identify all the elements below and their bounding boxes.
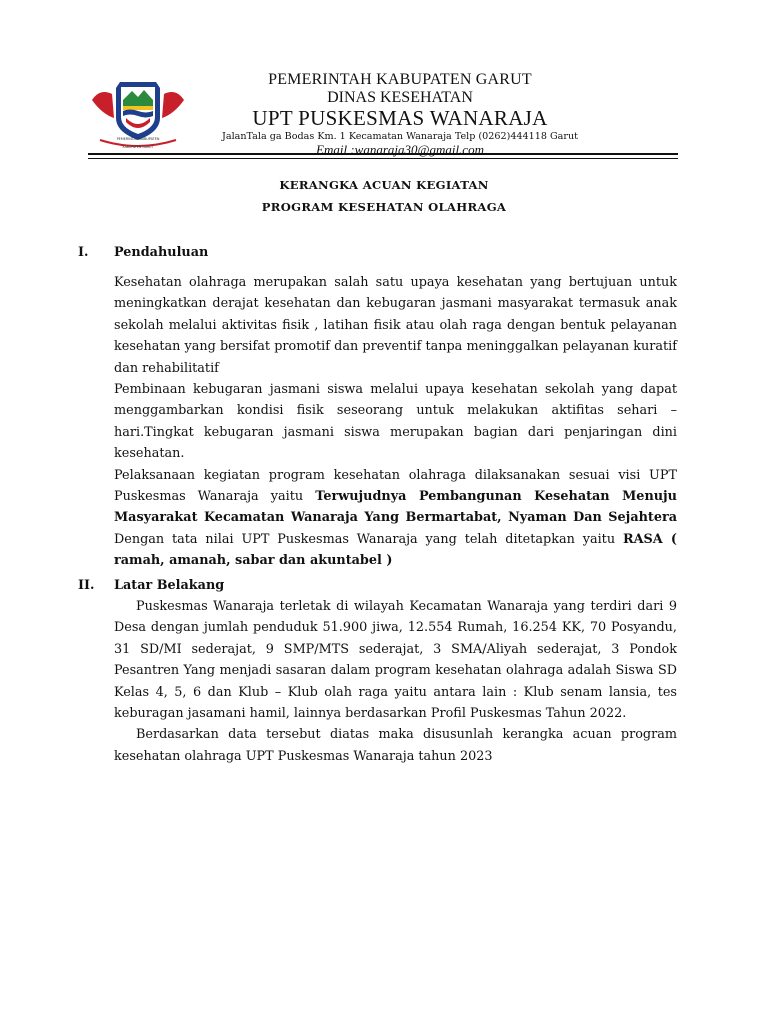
section-2-body bbox=[114, 596, 677, 767]
core-values: RASA ( ramah, amanah, sabar dan akuntabel ) bbox=[114, 531, 677, 569]
section-1-paragraph: Pembinaan kebugaran jasmani siswa melalui upaya kesehatan sekolah yang dapat menggambarkan kondisi fisik seseorang untuk melakukan aktifitas sehari – hari.Tingkat kebugaran jasmani siswa merupakan bagian dari penjaringan dini kesehatan. bbox=[114, 382, 677, 462]
section-1-title: Pendahuluan bbox=[114, 245, 209, 260]
section-1-paragraph: Pelaksanaan kegiatan program kesehatan olahraga dilaksanakan sesuai visi UPT Puskesmas Wanaraja yaitu Terwujudnya Pembangunan Kesehatan Menuju Masyarakat Kecamatan Wanaraja Yang Bermartabat, Nyaman Dan Sejahtera Dengan tata nilai UPT Puskesmas Wanaraja yang telah ditetapkan yaitu RASA ( ramah, amanah, sabar dan akuntabel ) bbox=[114, 467, 677, 569]
section-2-paragraph: Berdasarkan data tersebut diatas maka disusunlah kerangka acuan program kesehatan olahraga UPT Puskesmas Wanaraja tahun 2023 bbox=[114, 727, 677, 764]
document-subtitle: PROGRAM KESEHATAN OLAHRAGA bbox=[261, 200, 507, 214]
section-1-number: I. bbox=[78, 245, 89, 260]
letterhead-government: PEMERINTAH KABUPATEN GARUT bbox=[268, 71, 532, 88]
document-title: KERANGKA ACUAN KEGIATAN bbox=[279, 178, 489, 192]
section-1-paragraph: Kesehatan olahraga merupakan salah satu upaya kesehatan yang bertujuan untuk meningkatkan derajat kesehatan dan kebugaran jasmani masyarakat termasuk anak sekolah melalui aktivitas fisik , latihan fisik atau olah raga dengan bentuk pelayanan kesehatan yang bersifat promotif dan preventif tanpa meninggalkan pelayanan kuratif dan rehabilitatif bbox=[114, 275, 677, 376]
letterhead-department: DINAS KESEHATAN bbox=[327, 89, 473, 106]
svg-text:PEMERINTAH KABUPATEN: PEMERINTAH KABUPATEN bbox=[116, 137, 160, 141]
letterhead-divider-thick bbox=[88, 153, 678, 155]
letterhead-divider-thin bbox=[88, 158, 678, 159]
section-2-title: Latar Belakang bbox=[114, 578, 225, 593]
vision-statement: Terwujudnya Pembangunan Kesehatan Menuju Masyarakat Kecamatan Wanaraja Yang Bermartabat, Nyaman Dan Sejahtera bbox=[114, 489, 677, 526]
letterhead-address: JalanTala ga Bodas Km. 1 Kecamatan Wanaraja Telp (0262)444118 Garut bbox=[222, 131, 578, 142]
letterhead-email: Email :wanaraja30@gmail.com bbox=[316, 142, 484, 157]
section-2-number: II. bbox=[78, 578, 95, 593]
letterhead-institution: UPT PUSKESMAS WANARAJA bbox=[252, 106, 548, 130]
section-1-body bbox=[114, 272, 677, 572]
letterhead bbox=[190, 70, 610, 156]
section-2-paragraph: Puskesmas Wanaraja terletak di wilayah Kecamatan Wanaraja yang terdiri dari 9 Desa dengan jumlah penduduk 51.900 jiwa, 12.554 Rumah, 16.254 KK, 70 Posyandu, 31 SD/MI sederajat, 9 SMP/MTS sederajat, 3 SMA/Aliyah sederajat, 3 Pondok Pesantren Yang menjadi sasaran dalam program kesehatan olahraga adalah Siswa SD Kelas 4, 5, 6 dan Klub – Klub olah raga yaitu antara lain : Klub senam lansia, tes keburagan jasamani hamil, lainnya berdasarkan Profil Puskesmas Tahun 2022. bbox=[114, 599, 677, 722]
svg-text:KABUPATEN GARUT: KABUPATEN GARUT bbox=[122, 145, 154, 149]
